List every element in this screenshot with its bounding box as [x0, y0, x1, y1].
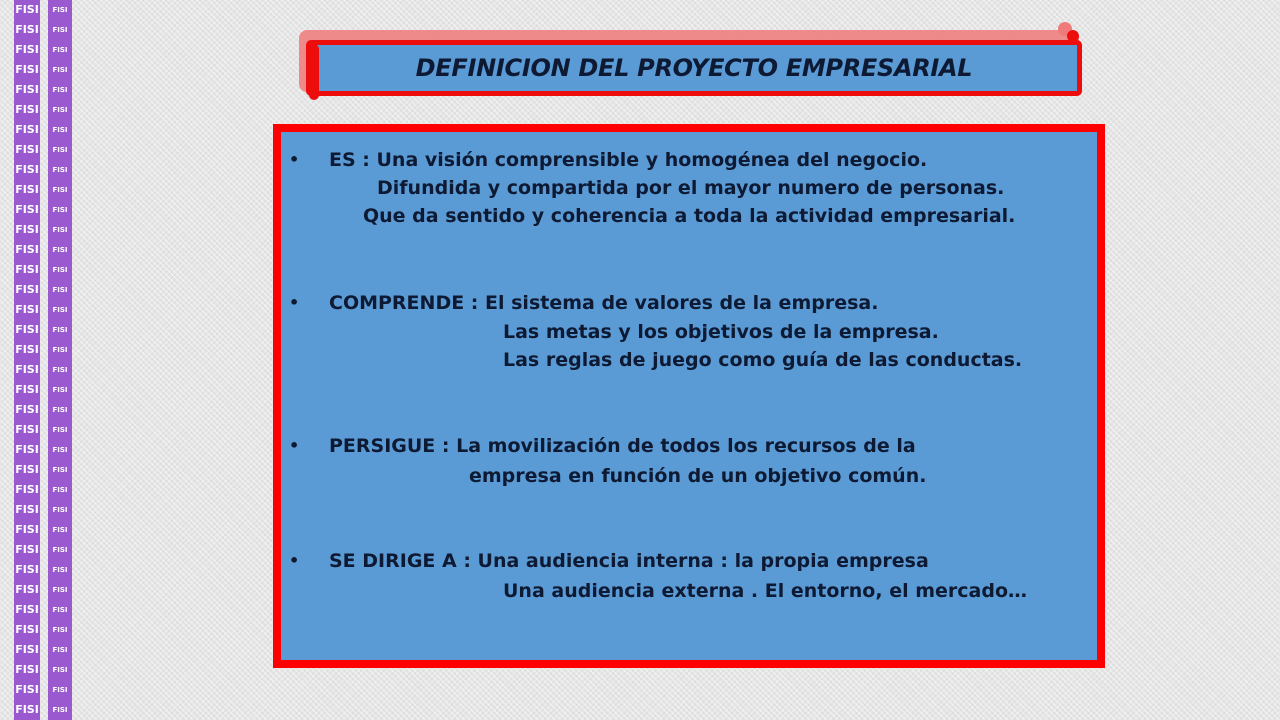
strip-tag-text: FISI	[52, 126, 68, 134]
strip-tag-text: FISI	[15, 383, 39, 396]
strip-tag-text: FISI	[52, 546, 68, 554]
strip-tag-text: FISI	[52, 406, 68, 414]
strip-tag-text: FISI	[15, 543, 39, 556]
strip-tag-text: FISI	[15, 283, 39, 296]
bullet-line: SE DIRIGE A : Una audiencia interna : la propia empresa	[329, 550, 929, 572]
strip-tag-text: FISI	[52, 26, 68, 34]
strip-tag-text: FISI	[15, 463, 39, 476]
strip-tag-text: FISI	[15, 483, 39, 496]
bullet-marker: •	[289, 551, 300, 570]
bullet-line: COMPRENDE : El sistema de valores de la empresa.	[329, 292, 879, 314]
strip-tag-text: FISI	[52, 186, 68, 194]
strip-tag-text: FISI	[15, 103, 39, 116]
strip-tag-text: FISI	[15, 243, 39, 256]
strip-tag-text: FISI	[52, 646, 68, 654]
left-decorative-strip-narrow	[48, 0, 72, 720]
strip-tag-text: FISI	[52, 246, 68, 254]
bullet-line: Difundida y compartida por el mayor numero de personas.	[377, 177, 1005, 199]
strip-tag-text: FISI	[15, 683, 39, 696]
strip-tag-text: FISI	[15, 403, 39, 416]
strip-tag-text: FISI	[52, 566, 68, 574]
strip-tag-text: FISI	[15, 143, 39, 156]
strip-tag-text: FISI	[52, 506, 68, 514]
strip-tag-text: FISI	[52, 6, 68, 14]
strip-tag-text: FISI	[52, 386, 68, 394]
bullet-line: PERSIGUE : La movilización de todos los recursos de la	[329, 435, 916, 457]
strip-tag-text: FISI	[15, 163, 39, 176]
strip-tag-text: FISI	[15, 263, 39, 276]
strip-tag-text: FISI	[15, 663, 39, 676]
strip-tag-text: FISI	[15, 643, 39, 656]
strip-tag-text: FISI	[15, 43, 39, 56]
strip-tag-text: FISI	[15, 583, 39, 596]
strip-tag-text: FISI	[52, 666, 68, 674]
strip-tag-text: FISI	[15, 23, 39, 36]
strip-tag-text: FISI	[52, 306, 68, 314]
strip-tag-text: FISI	[52, 486, 68, 494]
strip-tag-text: FISI	[52, 146, 68, 154]
strip-tag-text: FISI	[15, 563, 39, 576]
strip-tag-text: FISI	[15, 63, 39, 76]
strip-tag-text: FISI	[52, 206, 68, 214]
title-decoration-dot-small	[1067, 30, 1079, 42]
strip-tag-text: FISI	[52, 586, 68, 594]
strip-tag-text: FISI	[15, 183, 39, 196]
title-decoration-bar	[309, 44, 319, 100]
bullet-line: Las metas y los objetivos de la empresa.	[503, 321, 939, 343]
strip-tag-text: FISI	[52, 286, 68, 294]
strip-tag-text: FISI	[52, 86, 68, 94]
strip-tag-text: FISI	[52, 366, 68, 374]
title-box	[306, 40, 1082, 96]
strip-tag-text: FISI	[52, 466, 68, 474]
strip-tag-text: FISI	[52, 426, 68, 434]
strip-tag-text: FISI	[15, 523, 39, 536]
strip-tag-text: FISI	[15, 703, 39, 716]
strip-tag-text: FISI	[15, 443, 39, 456]
bullet-line: Una audiencia externa . El entorno, el mercado…	[503, 580, 1027, 602]
strip-tag-text: FISI	[52, 166, 68, 174]
strip-tag-text: FISI	[15, 123, 39, 136]
strip-tag-text: FISI	[52, 346, 68, 354]
bullet-line: ES : Una visión comprensible y homogénea del negocio.	[329, 149, 928, 171]
strip-tag-text: FISI	[15, 343, 39, 356]
strip-tag-text: FISI	[15, 623, 39, 636]
strip-tag-text: FISI	[15, 603, 39, 616]
strip-tag-text: FISI	[15, 423, 39, 436]
bullet-line: Que da sentido y coherencia a toda la actividad empresarial.	[363, 205, 1016, 227]
strip-tag-text: FISI	[15, 303, 39, 316]
bullet-line: Las reglas de juego como guía de las conductas.	[503, 349, 1023, 371]
bullet-marker: •	[289, 150, 300, 169]
left-decorative-strip	[14, 0, 40, 720]
strip-tag-text: FISI	[52, 46, 68, 54]
strip-tag-text: FISI	[52, 106, 68, 114]
strip-tag-text: FISI	[52, 326, 68, 334]
strip-tag-text: FISI	[52, 686, 68, 694]
strip-tag-text: FISI	[52, 226, 68, 234]
strip-tag-text: FISI	[52, 446, 68, 454]
strip-tag-text: FISI	[15, 3, 39, 16]
strip-tag-text: FISI	[52, 706, 68, 714]
strip-tag-text: FISI	[15, 323, 39, 336]
strip-tag-text: FISI	[15, 503, 39, 516]
bullet-marker: •	[289, 293, 300, 312]
strip-tag-text: FISI	[52, 626, 68, 634]
strip-tag-text: FISI	[15, 203, 39, 216]
strip-tag-text: FISI	[52, 606, 68, 614]
strip-tag-text: FISI	[52, 526, 68, 534]
strip-tag-text: FISI	[52, 66, 68, 74]
strip-tag-text: FISI	[15, 363, 39, 376]
bullet-line: empresa en función de un objetivo común.	[469, 465, 927, 487]
content-box	[273, 124, 1105, 668]
strip-tag-text: FISI	[15, 83, 39, 96]
slide-title: DEFINICION DEL PROYECTO EMPRESARIAL	[415, 54, 973, 82]
strip-tag-text: FISI	[15, 223, 39, 236]
strip-tag-text: FISI	[52, 266, 68, 274]
bullet-marker: •	[289, 436, 300, 455]
